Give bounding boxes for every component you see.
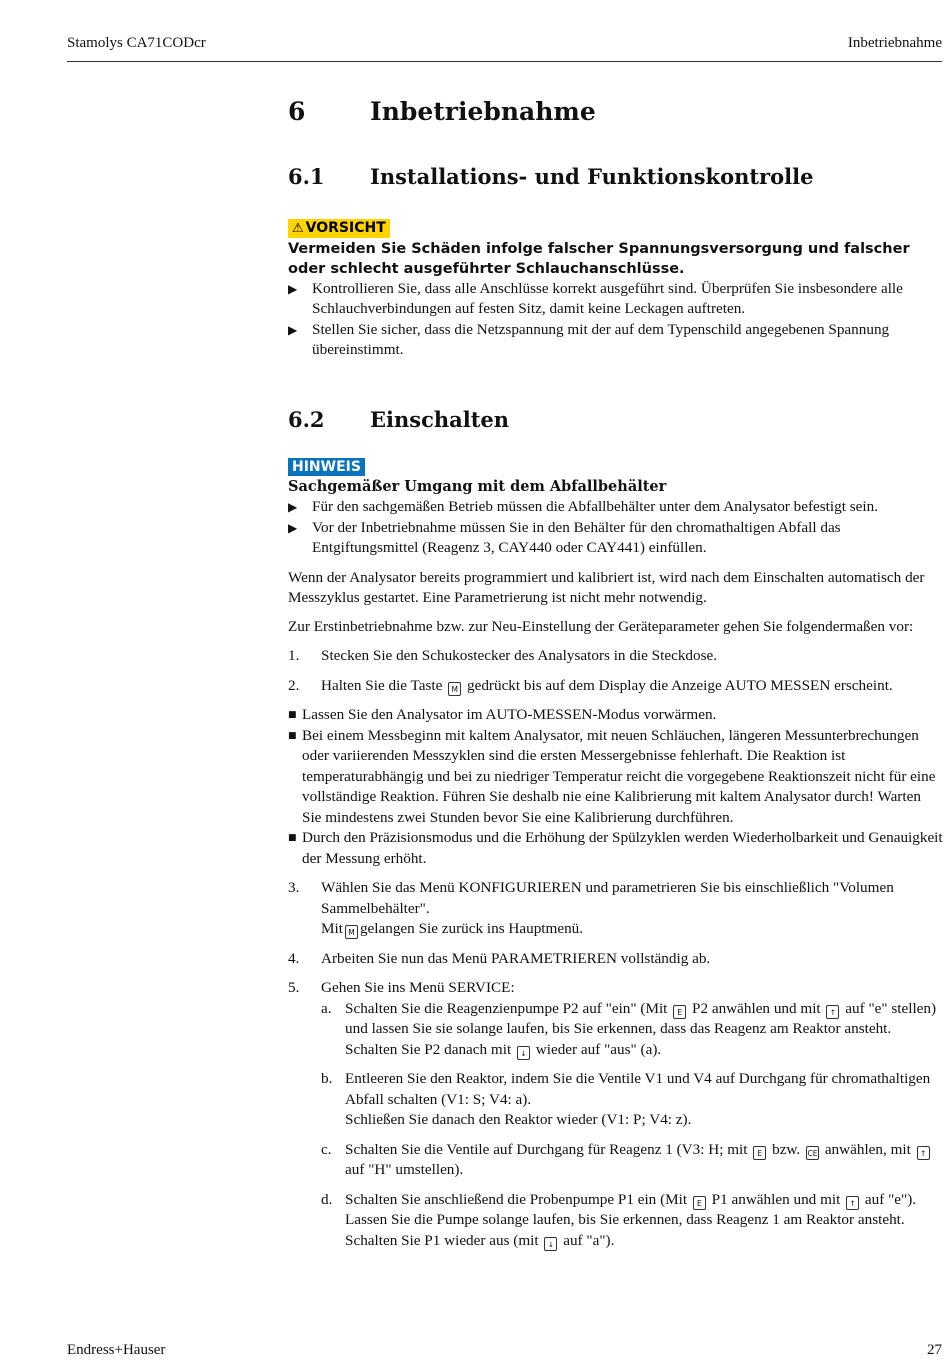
- ce-key-icon: CE: [806, 1146, 819, 1160]
- page-header: [67, 33, 942, 62]
- substep-d: d. Schalten Sie anschließend die Probenpumpe P1 ein (Mit E P1 anwählen und mit ↑ auf "e"). Lassen Sie die Pumpe solange laufen, bis Sie erkennen, dass Reagenz 1 am Reaktor ansteht. Schalten Sie P1 wieder aus (mit ↓ auf "a").: [321, 1190, 917, 1249]
- substep-b: b. Entleeren Sie den Reaktor, indem Sie die Ventile V1 und V4 auf Durchgang für chromathaltigen Abfall schalten (V1: S; V4: a). Schließen Sie danach den Reaktor wieder (V1: P; V4: z).: [321, 1070, 931, 1128]
- page-footer: [67, 1342, 942, 1359]
- list-item: ■ Durch den Präzisionsmodus und die Erhöhung der Spülzyklen werden Wiederholbarkeit und Genauigkeit der Messung erhöht.: [288, 828, 943, 869]
- list-item: ▶ Für den sachgemäßen Betrieb müssen die Abfallbehälter unter dem Analysator befestigt sein.: [288, 497, 943, 518]
- step-2: 2. Halten Sie die Taste M gedrückt bis auf dem Display die Anzeige AUTO MESSEN erscheint.: [288, 676, 893, 694]
- m-key-icon: M: [448, 682, 461, 696]
- caution-badge: ⚠ VORSICHT: [288, 219, 390, 238]
- warning-triangle-icon: ⚠: [292, 221, 304, 236]
- chapter-title: 6 Inbetriebnahme: [288, 97, 596, 126]
- substep-a: a. Schalten Sie die Reagenzienpumpe P2 auf "ein" (Mit E P2 anwählen und mit ↑ auf "e" stellen) und lassen Sie sie solange laufen, bis Sie erkennen, dass das Reagenz am Reaktor ansteht. Schalten Sie P2 danach mit ↓ wieder auf "aus" (a).: [321, 999, 937, 1058]
- caution-list: [288, 279, 943, 361]
- down-key-icon: ↓: [517, 1046, 530, 1060]
- list-item: ▶ Vor der Inbetriebnahme müssen Sie in den Behälter für den chromathaltigen Abfall das Entgiftungsmittel (Reagenz 3, CAY440 oder CAY441) einfüllen.: [288, 518, 943, 559]
- header-product: Stamolys CA71CODcr: [67, 35, 206, 51]
- page-number: 27: [927, 1342, 942, 1358]
- step-4: 4. Arbeiten Sie nun das Menü PARAMETRIEREN vollständig ab.: [288, 949, 711, 967]
- step-5: 5. Gehen Sie ins Menü SERVICE: a. Schalten Sie die Reagenzienpumpe P2 auf "ein" (Mit E P2 anwählen und mit ↑ auf "e" stellen) und lassen Sie sie solange laufen, bis Sie erkennen, dass das Reagenz am Reaktor ansteht. Schalten Sie P2 danach mit ↓ wieder auf "aus" (a). b. Entleeren Sie den Reaktor, indem Sie die Ventile V1 und V4 auf Durchgang für chromathaltigen Abfall schalten (V1: S; V4: a). Schließen Sie danach den Reaktor wieder (V1: P; V4: z). c. Schalten Sie die Ventile auf Durchgang für Reagenz 1 (V3: H; mit E bzw. CE anwählen, mit ↑ auf "H" umstellen). d. Schalten Sie anschließend die Probenpumpe P1 ein (Mit E P1 anwählen und mit ↑ auf "e"). Lassen Sie die Pumpe solange laufen, bis Sie erkennen, dass Reagenz 1 am Reaktor ansteht. Schalten Sie P1 wieder aus (mit ↓ auf "a").: [288, 978, 943, 1251]
- down-key-icon: ↓: [544, 1237, 557, 1251]
- m-key-icon: M: [345, 925, 358, 939]
- up-key-icon: ↑: [917, 1146, 930, 1160]
- e-key-icon: E: [693, 1196, 706, 1210]
- paragraph: Wenn der Analysator bereits programmiert und kalibriert ist, wird nach dem Einschalten automatisch der Messzyklus gestartet. Eine Parametrierung ist nicht mehr notwendig.: [288, 568, 925, 606]
- note-list: [288, 497, 943, 559]
- note-badge: HINWEIS: [288, 458, 365, 476]
- footer-brand: Endress+Hauser: [67, 1342, 166, 1358]
- paragraph: Zur Erstinbetriebnahme bzw. zur Neu-Einstellung der Geräteparameter gehen Sie folgendermaßen vor:: [288, 617, 914, 635]
- header-section: Inbetriebnahme: [847, 35, 942, 51]
- note-title: Sachgemäßer Umgang mit dem Abfallbehälter: [288, 478, 667, 495]
- list-item: ▶ Stellen Sie sicher, dass die Netzspannung mit der auf dem Typenschild angegebenen Spannung übereinstimmt.: [288, 320, 943, 361]
- section-6-2-title: 6.2 Einschalten: [288, 406, 510, 432]
- notes-list: [288, 705, 943, 869]
- substep-c: c. Schalten Sie die Ventile auf Durchgang für Reagenz 1 (V3: H; mit E bzw. CE anwählen, mit ↑ auf "H" umstellen).: [321, 1140, 943, 1181]
- e-key-icon: E: [753, 1146, 766, 1160]
- step-1: 1. Stecken Sie den Schukostecker des Analysators in die Steckdose.: [288, 647, 718, 664]
- page-content: [288, 95, 943, 1251]
- list-item: ▶ Kontrollieren Sie, dass alle Anschlüsse korrekt ausgeführt sind. Überprüfen Sie insbesondere alle Schlauchverbindungen auf festen Sitz, damit keine Leckagen auftreten.: [288, 279, 943, 320]
- section-6-1-title: 6.1 Installations- und Funktionskontrolle: [288, 164, 814, 189]
- up-key-icon: ↑: [846, 1196, 859, 1210]
- step-3: 3. Wählen Sie das Menü KONFIGURIEREN und parametrieren Sie bis einschließlich "Volumen Sammelbehälter". Mit M gelangen Sie zurück ins Hauptmenü.: [288, 879, 894, 937]
- caution-title: Vermeiden Sie Schäden infolge falscher Spannungsversorgung und falscher oder schlecht ausgeführter Schlauchanschlüsse.: [288, 240, 910, 277]
- list-item: ■ Lassen Sie den Analysator im AUTO-MESSEN-Modus vorwärmen.: [288, 705, 943, 726]
- up-key-icon: ↑: [826, 1005, 839, 1019]
- list-item: ■ Bei einem Messbeginn mit kaltem Analysator, mit neuen Schläuchen, längeren Messunterbrechungen oder variierenden Messzyklen sind die ersten Messergebnisse fehlerhaft. Die Reaktion ist temperaturabhängig und bei zu niedriger Temperatur reicht die vorgegebene Reaktionszeit nicht für eine vollständige Reaktion. Führen Sie deshalb nie eine Kalibrierung mit kaltem Analysator durch! Warten Sie mindestens zwei Stunden bevor Sie eine Kalibrierung durchführen.: [288, 726, 943, 829]
- e-key-icon: E: [673, 1005, 686, 1019]
